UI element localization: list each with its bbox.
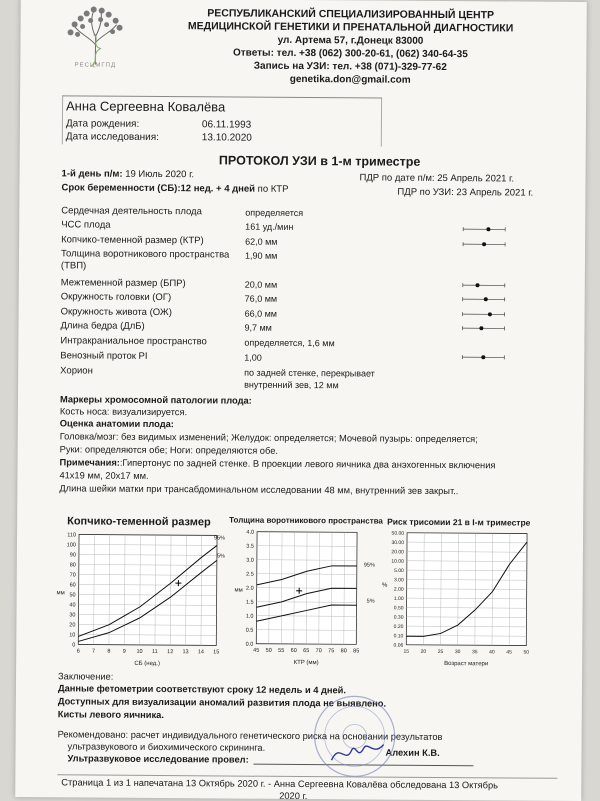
y-tick-label: 3.5 xyxy=(246,544,254,550)
doctor-signature xyxy=(327,736,387,766)
x-tick-label: 20 xyxy=(421,649,427,655)
y-tick-label: 0.20 xyxy=(394,624,404,630)
x-tick-label: 50 xyxy=(523,650,529,656)
meas-value-it: определяется, 1,6 мм xyxy=(244,338,334,349)
conclusion-line-2: Доступных для визуализации аномалий развития плода не выявлено. xyxy=(58,695,386,709)
meas-value-ac: 66,0 мм xyxy=(245,309,277,319)
x-tick-label: 30 xyxy=(455,649,461,655)
y-tick-label: 0.50 xyxy=(394,605,404,611)
x-tick-label: 60 xyxy=(291,648,297,654)
x-axis-label: КТР (мм) xyxy=(294,660,319,666)
y-tick-label: 90 xyxy=(70,552,76,558)
notes-line-2: 41x19 мм, 20x17 мм. xyxy=(59,469,148,482)
due-by-lmp: ПДР по дате п/м: 25 Апрель 2021 г. xyxy=(360,172,515,184)
x-tick-label: 85 xyxy=(353,648,359,654)
ga-suffix: по КТР xyxy=(258,184,289,195)
meas-label-chorion: Хорион xyxy=(60,365,93,376)
meas-value-heart: определяется xyxy=(245,208,303,218)
x-tick-label: 15 xyxy=(213,649,219,655)
x-tick-label: 12 xyxy=(167,649,173,655)
y-tick-label: 20.00 xyxy=(391,549,404,555)
lmp-line xyxy=(62,168,195,180)
anatomy-line-1: Головка/мозг: без видимых изменений; Желудок: определяется; Мочевой пузырь: определяется; xyxy=(60,430,478,445)
y-tick-label: 60 xyxy=(70,582,76,588)
x-tick-label: 10 xyxy=(136,649,142,655)
x-tick-label: 11 xyxy=(152,649,158,655)
anatomy-line-2: Руки: определяются обе; Ноги: определяются обе. xyxy=(60,443,278,457)
meas-label-it: Интракраниальное пространство xyxy=(60,335,207,347)
x-tick-label: 65 xyxy=(303,648,309,654)
meas-label-heart: Сердечная деятельность плода xyxy=(61,205,202,217)
recommendation-1: Рекомендовано: расчет индивидуального генетического риска на основании результатов xyxy=(58,728,443,743)
y-tick-label: 0.10 xyxy=(394,633,404,639)
y-tick-label: 0.5 xyxy=(246,628,254,634)
meas-label-fl: Длина бедра (ДлБ) xyxy=(60,320,144,332)
meas-value-fl: 9,7 мм xyxy=(244,323,271,333)
meas-label-dv: Венозный проток PI xyxy=(60,350,147,362)
markers-title: Маркеры хромосомной патологии плода: xyxy=(60,393,252,406)
x-tick-label: 55 xyxy=(278,648,284,654)
lmp-label: 1-й день п/м: xyxy=(62,168,123,179)
dob-label: Дата рождения: xyxy=(66,118,139,130)
meas-label-hr: ЧСС плода xyxy=(61,219,110,230)
meas-label-bpd: Межтеменной размер (БПР) xyxy=(61,277,186,289)
y-tick-label: 2.5 xyxy=(246,572,254,578)
meas-value-dv: 1,00 xyxy=(244,353,262,363)
y-tick-label: 1.00 xyxy=(394,596,404,602)
y-tick-label: 0.0 xyxy=(246,642,254,648)
y-tick-label: 0.30 xyxy=(394,615,404,621)
y-tick-label: 2.00 xyxy=(394,587,404,593)
t21-risk-chart xyxy=(376,527,537,672)
x-tick-label: 75 xyxy=(328,648,334,654)
y-tick-label: 10.00 xyxy=(391,559,404,565)
x-tick-label: 70 xyxy=(316,648,322,654)
x-tick-label: 7 xyxy=(92,649,95,655)
y-axis-label: мм xyxy=(56,590,64,596)
clinic-phones: Ответы: тел. +38 (062) 300-20-61, (062) 340-64-35 xyxy=(150,46,550,62)
range-marker xyxy=(475,283,479,287)
ga-line xyxy=(61,182,288,195)
y-tick-label: 80 xyxy=(70,562,76,568)
exam-date-label: Дата исследования: xyxy=(66,131,159,143)
meas-label-ac: Окружность живота (ОЖ) xyxy=(61,306,172,318)
y-tick-label: 70 xyxy=(70,572,76,578)
meas-value-hc: 76,0 мм xyxy=(245,294,277,304)
doctor-label: Ультразвуковое исследование провел: xyxy=(67,752,248,765)
chart3-title: Риск трисомии 21 в I-м триместре xyxy=(387,517,530,528)
logo-caption: РЕСЦМГПД xyxy=(62,62,128,68)
x-tick-label: 6 xyxy=(77,648,80,654)
x-axis-label: СБ (нед.) xyxy=(134,661,160,667)
y-tick-label: 1.0 xyxy=(246,614,254,620)
x-tick-label: 15 xyxy=(403,649,409,655)
clinic-address: ул. Артема 57, г.Донецк 83000 xyxy=(150,33,550,49)
crl-chart xyxy=(56,528,227,669)
ga-value: Срок беременности (СБ):12 нед. + 4 дней xyxy=(61,182,255,194)
notes-text: :Гипертонус по задней стенке. В проекции левого яичника два анэхогенных включения xyxy=(120,458,496,471)
due-by-us: ПДР по УЗИ: 23 Апрель 2021 г. xyxy=(397,187,533,199)
percentile-5-label: 5% xyxy=(217,553,225,559)
clinic-name-1: РЕСПУБЛИКАНСКИЙ СПЕЦИАЛИЗИРОВАННЫЙ ЦЕНТР xyxy=(151,7,551,23)
meas-value-bpd: 20,0 мм xyxy=(245,280,277,290)
protocol-title: ПРОТОКОЛ УЗИ в 1-м триместре xyxy=(170,153,470,169)
meas-label-nt: Толщина воротникового пространства xyxy=(61,248,229,260)
y-tick-label: 3.0 xyxy=(246,558,254,564)
y-tick-label: 20 xyxy=(69,622,75,628)
patient-name: Анна Сергеевна Ковалёва xyxy=(66,98,225,114)
clinic-name-2: МЕДИЦИНСКОЙ ГЕНЕТИКИ И ПРЕНАТАЛЬНОЙ ДИАГНОСТИКИ xyxy=(151,20,551,36)
chart2-title: Толщина воротникового пространства xyxy=(229,516,383,526)
range-indicators xyxy=(458,219,509,364)
doctor-name: Алехин К.В. xyxy=(385,747,439,759)
meas-value-hr: 161 уд./мин xyxy=(245,222,293,232)
range-marker xyxy=(481,355,485,359)
x-tick-label: 14 xyxy=(198,649,204,655)
percentile-95-label: 95% xyxy=(214,535,225,541)
lmp-value: 19 Июль 2020 г. xyxy=(125,169,194,180)
document-page xyxy=(15,0,587,801)
range-marker xyxy=(482,242,486,246)
clinic-email: genetika.don@gmail.com xyxy=(150,72,550,88)
notes-label: Примечания: xyxy=(60,457,120,467)
nasal-bone: Кость носа: визуализируется. xyxy=(60,405,187,418)
x-tick-label: 8 xyxy=(107,649,110,655)
recommendation-2: ультразвукового и биохимического скрининга. xyxy=(68,740,266,753)
footer-line-1: Страница 1 из 1 напечатана 13 Октябрь 2020 г. - Анна Сергеевна Ковалёва обследована 13 Октябрь xyxy=(61,776,498,791)
anatomy-title: Оценка анатомии плода: xyxy=(60,417,174,430)
footer-line-2: 2020 г. xyxy=(279,790,307,801)
y-tick-label: 4.0 xyxy=(246,530,254,536)
x-tick-label: 9 xyxy=(123,649,126,655)
x-axis-label: Возраст матери xyxy=(444,661,488,667)
range-marker xyxy=(479,326,483,330)
percentile-95-label: 95% xyxy=(364,562,375,568)
y-tick-label: 110 xyxy=(67,532,76,538)
y-tick-label: 30 xyxy=(69,612,75,618)
x-tick-label: 40 xyxy=(489,649,495,655)
x-tick-label: 80 xyxy=(341,648,347,654)
y-tick-label: 0.06 xyxy=(394,643,404,649)
meas-label-crl: Копчико-теменной размер (КТР) xyxy=(61,234,204,246)
conclusion-line-1: Данные фетометрии соответствуют сроку 12 недель и 4 дней. xyxy=(58,682,346,696)
y-tick-label: 100 xyxy=(67,542,76,548)
x-tick-label: 50 xyxy=(266,648,272,654)
range-marker xyxy=(486,227,490,231)
y-tick-label: 30.00 xyxy=(391,540,404,546)
meas-label-nt-abbr: (ТВП) xyxy=(61,260,86,271)
y-tick-label: 3.00 xyxy=(394,577,404,583)
y-tick-label: 2.0 xyxy=(246,586,254,592)
meas-value-chorion: по задней стенке, перекрывает xyxy=(244,368,375,379)
y-tick-label: 10 xyxy=(69,632,75,638)
y-tick-label: 5.00 xyxy=(394,568,404,574)
clinic-header xyxy=(150,7,551,88)
x-tick-label: 45 xyxy=(506,649,512,655)
clinic-usg-phone: Запись на УЗИ: тел. +38 (071)-329-77-62 xyxy=(150,59,550,75)
dob-value: 06.11.1993 xyxy=(202,119,251,130)
notes-line-3: Длина шейки матки при трансабдоминальном исследовании 48 мм, внутренний зев закрыт.. xyxy=(59,482,458,497)
meas-label-hc: Окружность головки (ОГ) xyxy=(61,291,172,303)
x-tick-label: 25 xyxy=(438,649,444,655)
meas-value-chorion-2: внутренний зев, 12 мм xyxy=(244,380,339,391)
y-axis-label: мм xyxy=(235,588,243,594)
meas-value-nt: 1,90 мм xyxy=(245,251,277,261)
y-tick-label: 50.00 xyxy=(392,531,405,537)
x-tick-label: 35 xyxy=(472,649,478,655)
exam-date-value: 13.10.2020 xyxy=(202,132,252,143)
y-axis-label: % xyxy=(382,583,388,589)
range-marker xyxy=(488,312,492,316)
nt-chart xyxy=(226,525,377,670)
x-tick-label: 13 xyxy=(182,649,188,655)
y-tick-label: 50 xyxy=(69,592,75,598)
chart1-title: Копчико-теменной размер xyxy=(67,515,211,528)
y-tick-label: 40 xyxy=(69,602,75,608)
y-tick-label: 1.5 xyxy=(246,600,254,606)
range-marker xyxy=(484,297,488,301)
conclusion-title: Заключение: xyxy=(58,670,113,682)
meas-value-crl: 62,0 мм xyxy=(245,237,277,247)
y-tick-label: 0 xyxy=(72,642,75,648)
percentile-5-label: 5% xyxy=(367,598,375,604)
x-tick-label: 45 xyxy=(253,648,259,654)
conclusion-line-3: Кисты левого яичника. xyxy=(58,708,164,721)
